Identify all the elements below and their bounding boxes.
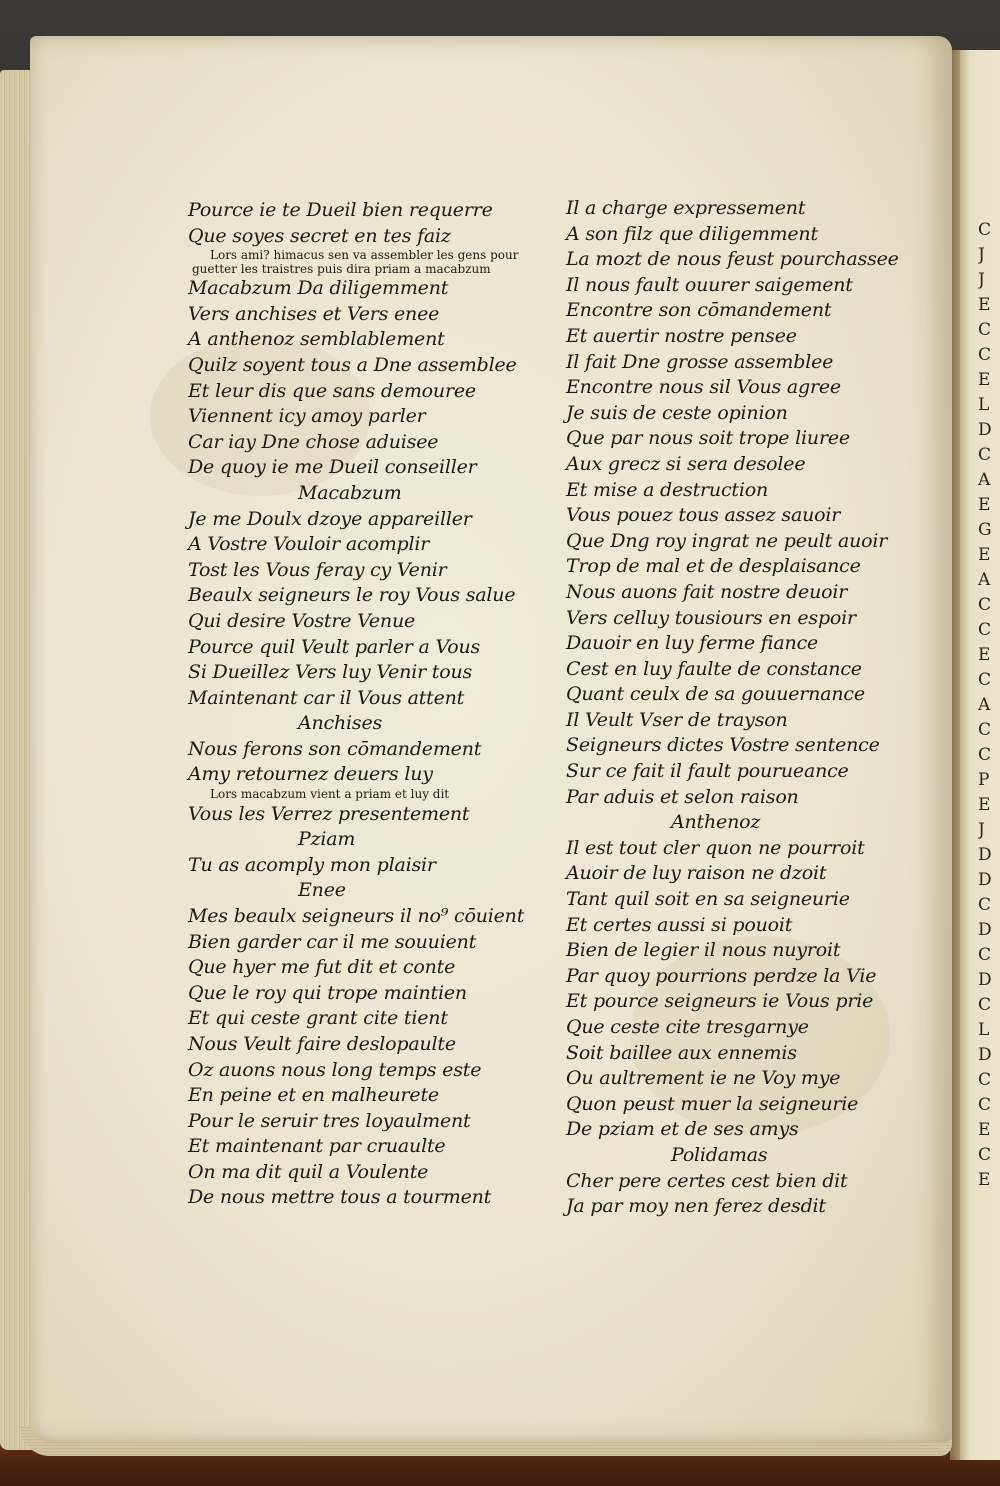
- verse-line: Bien de legier il nous nuyroit: [566, 939, 841, 962]
- verse-line: A son filz que diligemment: [566, 222, 818, 245]
- facing-page-glyph: J: [978, 820, 985, 840]
- verse-line: Tost les Vous feray cy Venir: [188, 558, 447, 581]
- facing-page-glyph: E: [978, 495, 991, 515]
- facing-page-glyph: C: [978, 595, 992, 615]
- verse-line: Et auertir nostre pensee: [566, 324, 797, 347]
- verse-line: Pource quil Veult parler a Vous: [188, 635, 481, 658]
- facing-page-glyph: C: [978, 720, 992, 740]
- verse-line: Ou aultrement ie ne Voy mye: [566, 1067, 841, 1090]
- facing-page-glyph: A: [978, 570, 991, 590]
- verse-line: Encontre son cōmandement: [566, 299, 832, 322]
- right-text-column: [566, 196, 899, 1220]
- verse-line: Il Veult Vser de trayson: [566, 708, 788, 731]
- verse-line: Dauoir en luy ferme fiance: [566, 632, 819, 655]
- facing-page-glyph: C: [978, 1070, 992, 1090]
- verse-line: Et leur dis que sans demouree: [188, 379, 476, 402]
- facing-page-text-edge: [978, 218, 998, 1193]
- stage-direction: Lors ami? himacus sen va assembler les gens pour: [210, 248, 519, 263]
- speaker-heading: Anchises: [298, 712, 383, 735]
- verse-line: Auoir de luy raison ne dzoit: [566, 862, 827, 885]
- verse-line: Soit baillee aux ennemis: [566, 1041, 797, 1064]
- facing-page-glyph: C: [978, 670, 992, 690]
- verse-line: Amy retournez deuers luy: [188, 763, 433, 786]
- verse-line: Sur ce fait il fault pourueance: [566, 760, 849, 783]
- verse-line: Que le roy qui trope maintien: [188, 981, 467, 1004]
- facing-page-glyph: C: [978, 620, 992, 640]
- verse-line: Et pource seigneurs ie Vous prie: [566, 990, 874, 1013]
- verse-line: Trop de mal et de desplaisance: [566, 555, 861, 578]
- verse-line: Vers anchises et Vers enee: [188, 302, 440, 325]
- verse-line: On ma dit quil a Voulente: [188, 1160, 429, 1183]
- verse-line: Je me Doulx dzoye appareiller: [188, 507, 472, 530]
- facing-page-glyph: D: [978, 845, 992, 865]
- left-text-column: [188, 198, 524, 1211]
- verse-line: Cest en luy faulte de constance: [566, 657, 862, 680]
- facing-page-glyph: E: [978, 645, 991, 665]
- verse-line: Mes beaulx seigneurs il no⁹ cōuient: [188, 904, 525, 927]
- verse-line: Si Dueillez Vers luy Venir tous: [188, 661, 473, 684]
- verse-line: Qui desire Vostre Venue: [188, 609, 416, 632]
- facing-page: [958, 50, 1000, 1460]
- verse-line: Et qui ceste grant cite tient: [188, 1007, 448, 1030]
- facing-page-glyph: J: [978, 245, 985, 265]
- verse-line: La mozt de nous feust pourchassee: [566, 248, 899, 271]
- facing-page-glyph: E: [978, 370, 991, 390]
- verso-page: [30, 36, 952, 1442]
- verse-line: Il fait Dne grosse assemblee: [566, 350, 834, 373]
- facing-page-glyph: C: [978, 1145, 992, 1165]
- verse-line: Bien garder car il me souuient: [188, 930, 477, 953]
- verse-line: De nous mettre tous a tourment: [188, 1186, 492, 1209]
- verse-line: Vous pouez tous assez sauoir: [566, 504, 841, 527]
- verse-line: Aux grecz si sera desolee: [566, 452, 806, 475]
- verse-line: Nous auons fait nostre deuoir: [566, 580, 848, 603]
- verse-line: Ja par moy nen ferez desdit: [566, 1195, 826, 1218]
- facing-page-glyph: C: [978, 745, 992, 765]
- verse-line: Par quoy pourrions perdze la Vie: [566, 964, 877, 987]
- verse-line: Encontre nous sil Vous agree: [566, 376, 841, 399]
- facing-page-glyph: A: [978, 695, 991, 715]
- verse-line: Que soyes secret en tes faiz: [188, 224, 451, 247]
- speaker-heading: Enee: [298, 879, 346, 902]
- verse-line: Quilz soyent tous a Dne assemblee: [188, 353, 517, 376]
- verse-line: Il a charge expressement: [566, 197, 806, 219]
- facing-page-glyph: E: [978, 295, 991, 315]
- verse-line: Seigneurs dictes Vostre sentence: [566, 734, 880, 757]
- verse-line: Il est tout cler quon ne pourroit: [566, 836, 865, 859]
- verse-line: De pziam et de ses amys: [566, 1118, 799, 1141]
- facing-page-glyph: D: [978, 970, 992, 990]
- verse-line: Pource ie te Dueil bien requerre: [188, 199, 493, 221]
- facing-page-glyph: C: [978, 220, 992, 240]
- facing-page-glyph: E: [978, 1170, 991, 1190]
- facing-page-glyph: D: [978, 420, 992, 440]
- facing-page-glyph: C: [978, 345, 992, 365]
- facing-page-glyph: D: [978, 920, 992, 940]
- facing-page-glyph: E: [978, 1120, 991, 1140]
- verse-line: Que Dng roy ingrat ne peult auoir: [566, 529, 888, 552]
- verse-line: Maintenant car il Vous attent: [188, 686, 465, 709]
- verse-line: Vers celluy tousiours en espoir: [566, 606, 856, 629]
- facing-page-glyph: L: [978, 395, 990, 415]
- verse-line: Oz auons nous long temps este: [188, 1058, 482, 1081]
- facing-page-glyph: C: [978, 320, 992, 340]
- verse-line: A anthenoz semblablement: [188, 328, 445, 351]
- verse-line: En peine et en malheurete: [188, 1084, 439, 1107]
- facing-page-glyph: C: [978, 1095, 992, 1115]
- verse-line: Quon peust muer la seigneurie: [566, 1092, 859, 1115]
- speaker-heading: Macabzum: [298, 481, 402, 504]
- stage-direction: guetter les traistres puis dira priam a macabzum: [192, 261, 491, 276]
- verse-line: Cher pere certes cest bien dit: [566, 1169, 848, 1192]
- verse-line: Et certes aussi si pouoit: [566, 913, 793, 936]
- verse-line: Viennent icy amoy parler: [188, 405, 426, 428]
- verse-line: Pour le seruir tres loyaulment: [188, 1109, 471, 1132]
- verse-line: Nous ferons son cōmandement: [188, 737, 482, 760]
- facing-page-glyph: L: [978, 1020, 990, 1040]
- facing-page-glyph: E: [978, 545, 991, 565]
- verse-line: Tant quil soit en sa seigneurie: [566, 888, 850, 911]
- verse-line: Je suis de ceste opinion: [566, 401, 788, 424]
- verse-line: Que hyer me fut dit et conte: [188, 956, 456, 979]
- verse-line: Il nous fault ouurer saigement: [566, 273, 853, 296]
- verse-line: Nous Veult faire deslopaulte: [188, 1032, 456, 1055]
- stage-direction: Lors macabzum vient a priam et luy dit: [210, 787, 450, 802]
- facing-page-glyph: A: [978, 470, 991, 490]
- verse-line: Vous les Verrez presentement: [188, 802, 470, 825]
- facing-page-glyph: C: [978, 895, 992, 915]
- speaker-heading: Pziam: [298, 828, 356, 851]
- verse-line: De quoy ie me Dueil conseiller: [188, 456, 477, 479]
- verse-line: Et maintenant par cruaulte: [188, 1135, 446, 1158]
- verse-line: Car iay Dne chose aduisee: [188, 430, 439, 453]
- verse-line: Que ceste cite tresgarnye: [566, 1016, 809, 1038]
- facing-page-glyph: C: [978, 995, 992, 1015]
- verse-line: Beaulx seigneurs le roy Vous salue: [188, 584, 516, 607]
- facing-page-glyph: P: [978, 770, 990, 790]
- facing-page-glyph: J: [978, 270, 985, 290]
- verse-line: A Vostre Vouloir acomplir: [188, 533, 430, 556]
- verse-line: Tu as acomply mon plaisir: [188, 853, 436, 876]
- verse-line: Que par nous soit trope liuree: [566, 427, 850, 450]
- facing-page-glyph: C: [978, 945, 992, 965]
- speaker-heading: Anthenoz: [671, 811, 761, 834]
- speaker-heading: Polidamas: [671, 1143, 768, 1166]
- verse-line: Quant ceulx de sa gouuernance: [566, 683, 865, 706]
- verse-line: Et mise a destruction: [566, 478, 768, 501]
- facing-page-glyph: D: [978, 870, 992, 890]
- facing-page-glyph: C: [978, 445, 992, 465]
- verse-line: Par aduis et selon raison: [566, 785, 799, 808]
- facing-page-glyph: E: [978, 795, 991, 815]
- facing-page-glyph: G: [978, 520, 992, 540]
- facing-page-glyph: D: [978, 1045, 992, 1065]
- verse-line: Macabzum Da diligemment: [188, 277, 449, 300]
